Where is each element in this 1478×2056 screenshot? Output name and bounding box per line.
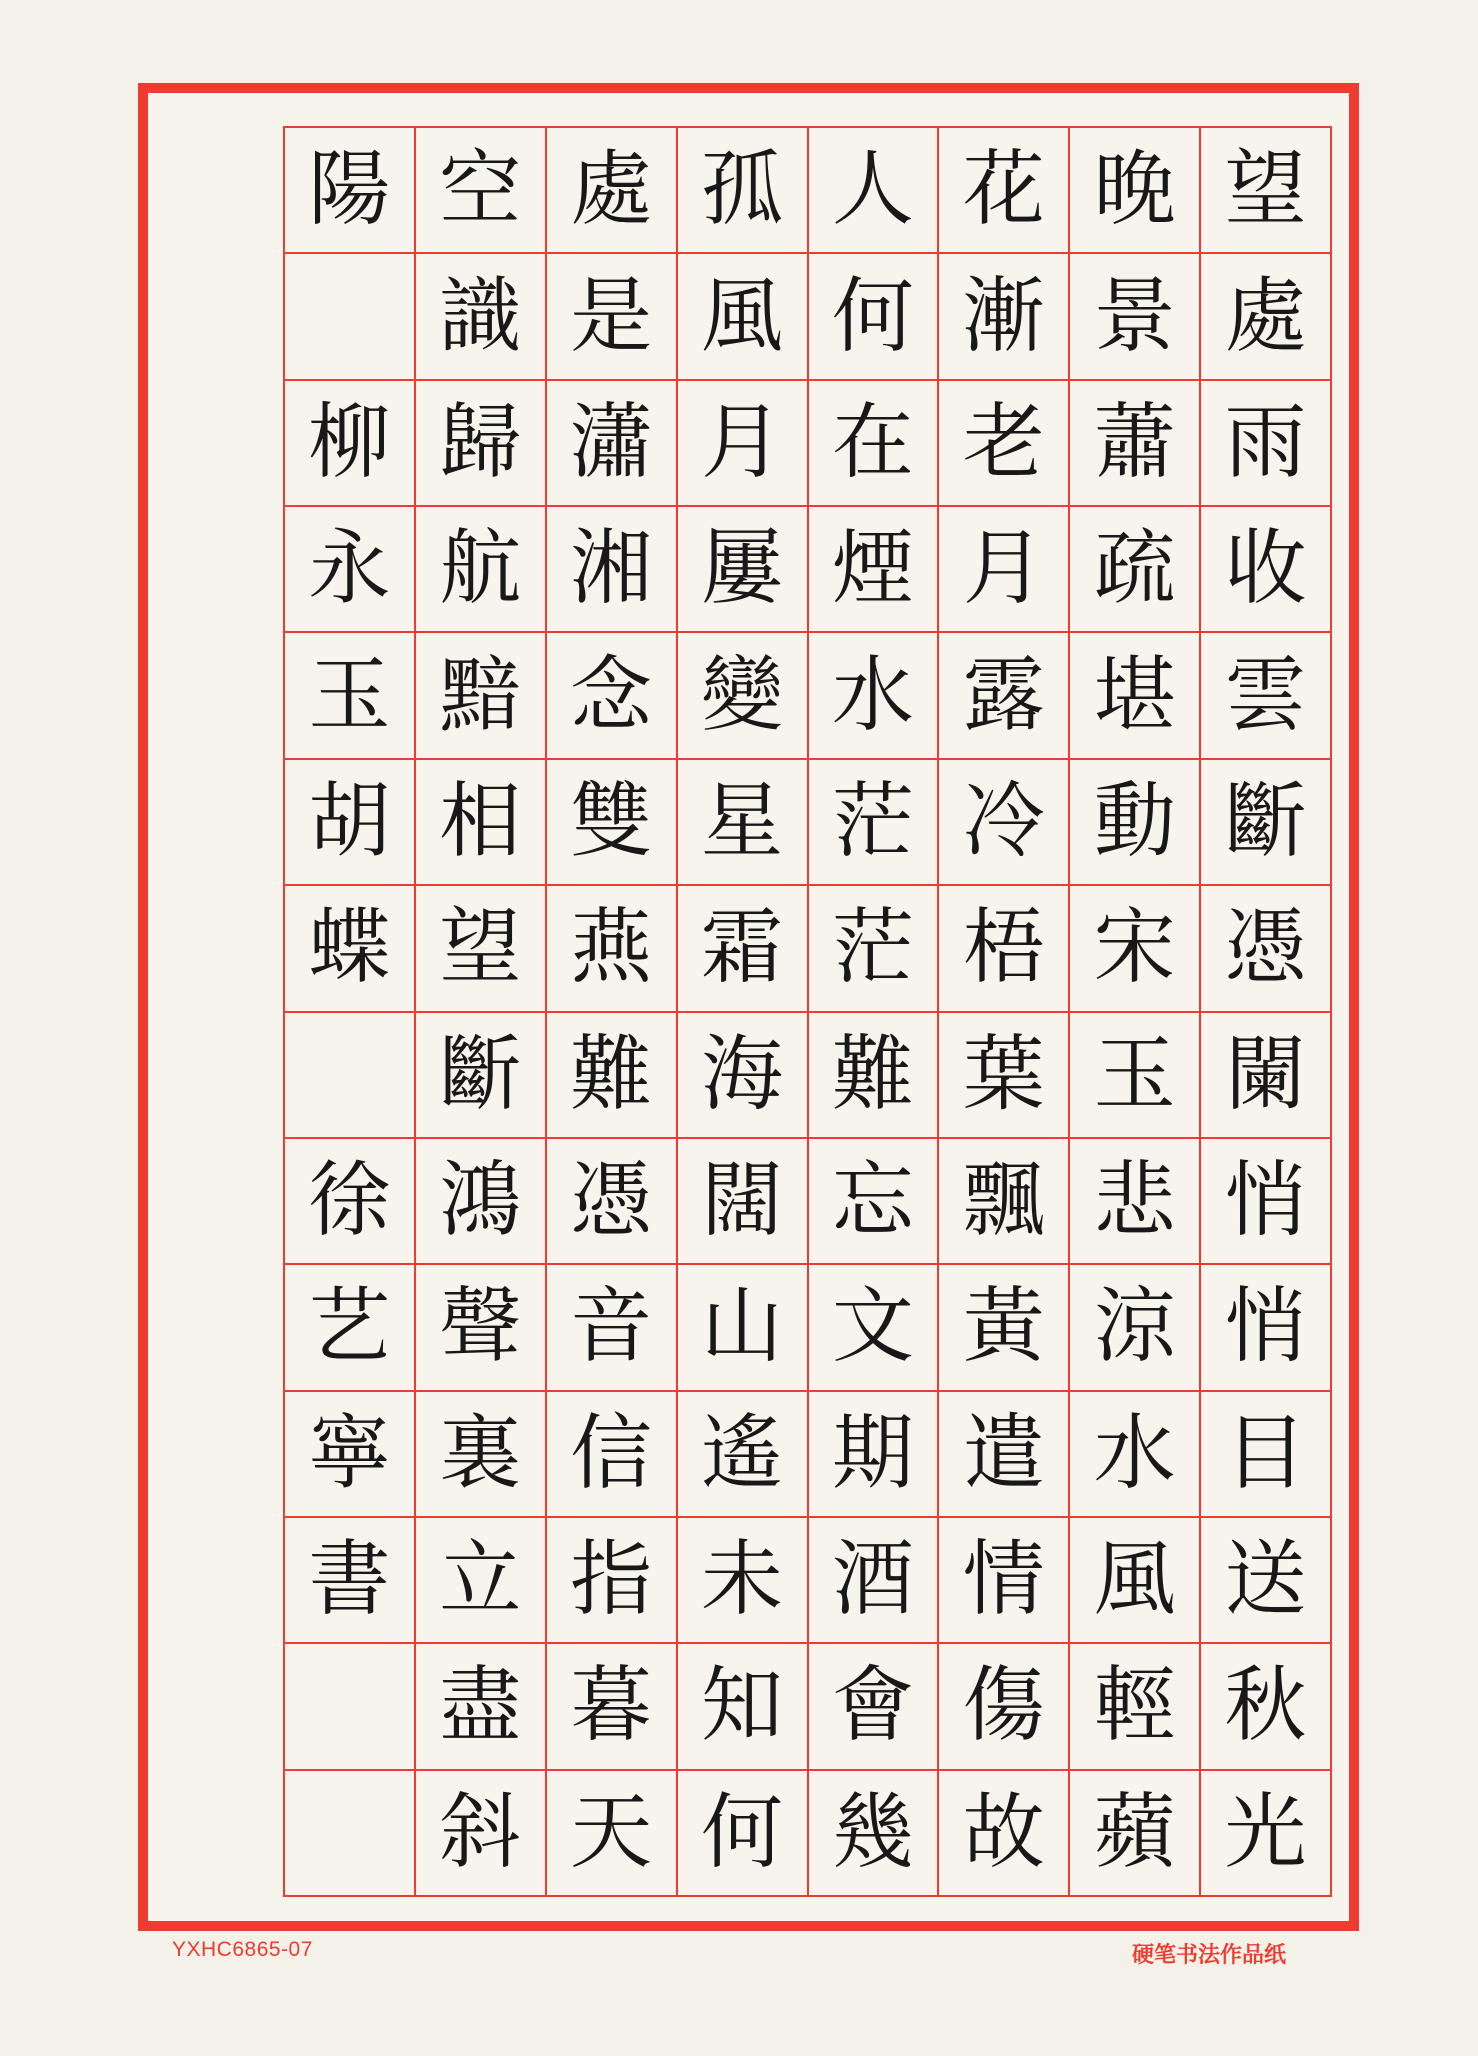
- grid-cell: 闊: [678, 1139, 807, 1265]
- grid-cell: 燕: [547, 886, 676, 1012]
- grid-cell: 處: [547, 128, 676, 254]
- grid-cell: 識: [416, 254, 545, 380]
- grid-cell: 鴻: [416, 1139, 545, 1265]
- grid-cell: 堪: [1070, 633, 1199, 759]
- grid-cell: 收: [1201, 507, 1330, 633]
- grid-cell: 柳: [285, 381, 414, 507]
- grid-cell: 望: [1201, 128, 1330, 254]
- grid-column-3: [939, 128, 1070, 1895]
- grid-cell: 梧: [939, 886, 1068, 1012]
- grid-cell: 空: [416, 128, 545, 254]
- grid-cell: 海: [678, 1013, 807, 1139]
- grid-cell: 情: [939, 1518, 1068, 1644]
- grid-column-7: [416, 128, 547, 1895]
- grid-cell: 憑: [1201, 886, 1330, 1012]
- grid-cell: 玉: [1070, 1013, 1199, 1139]
- grid-cell: 相: [416, 760, 545, 886]
- grid-cell: 遣: [939, 1392, 1068, 1518]
- grid-cell: 知: [678, 1644, 807, 1770]
- grid-cell: [285, 1013, 414, 1139]
- grid-cell: [285, 1644, 414, 1770]
- grid-cell: 蝶: [285, 886, 414, 1012]
- grid-cell: 胡: [285, 760, 414, 886]
- paper-name: 硬笔书法作品纸: [1132, 1943, 1287, 1968]
- grid-cell: 忘: [809, 1139, 938, 1265]
- grid-cell: 在: [809, 381, 938, 507]
- grid-cell: 光: [1224, 1784, 1307, 1880]
- grid-cell: 風: [1070, 1518, 1199, 1644]
- grid-cell: 霜: [678, 886, 807, 1012]
- reverse-bleed-through: [39, 1948, 1440, 2052]
- grid-cell: 雙: [547, 760, 676, 886]
- grid-cell: 盡: [416, 1644, 545, 1770]
- grid-cell: 傷: [939, 1644, 1068, 1770]
- grid-cell: 風: [678, 254, 807, 380]
- grid-cell: 雲: [1201, 633, 1330, 759]
- grid-cell: 月: [678, 381, 807, 507]
- grid-cell: 立: [416, 1518, 545, 1644]
- grid-cell: 花: [939, 128, 1068, 254]
- grid-column-2: [1070, 128, 1201, 1895]
- grid-cell: 人: [809, 128, 938, 254]
- grid-column-1: [1201, 128, 1330, 1895]
- grid-cell: 難: [547, 1013, 676, 1139]
- grid-cell: 幾: [831, 1784, 914, 1880]
- grid-cell: 動: [1070, 760, 1199, 886]
- grid-cell: 悲: [1070, 1139, 1199, 1265]
- grid-cell: 輕: [1070, 1644, 1199, 1770]
- grid-cell: 憑: [547, 1139, 676, 1265]
- grid-cell: 秋: [1201, 1644, 1330, 1770]
- grid-cell: 疏: [1070, 507, 1199, 633]
- grid-column-4: [809, 128, 940, 1895]
- grid-cell: 故: [962, 1784, 1045, 1880]
- grid-cell: 聲: [416, 1265, 545, 1391]
- grid-cell: 景: [1070, 254, 1199, 380]
- grid-cell: 航: [416, 507, 545, 633]
- grid-column-5: [678, 128, 809, 1895]
- grid-cell: 茫: [809, 886, 938, 1012]
- grid-cell: 葉: [939, 1013, 1068, 1139]
- grid-cell: 黃: [939, 1265, 1068, 1391]
- grid-cell: 涼: [1070, 1265, 1199, 1391]
- grid-cell: 孤: [678, 128, 807, 254]
- grid-cell: 是: [547, 254, 676, 380]
- grid-cell: 晚: [1070, 128, 1199, 254]
- grid-cell: 黯: [416, 633, 545, 759]
- grid-cell: 煙: [809, 507, 938, 633]
- grid-cell: 念: [547, 633, 676, 759]
- grid-cell: 遙: [678, 1392, 807, 1518]
- paper-code: YXHC6865-07: [172, 1938, 313, 1961]
- grid-cell: 處: [1201, 254, 1330, 380]
- grid-cell: 會: [809, 1644, 938, 1770]
- grid-cell: 斷: [1201, 760, 1330, 886]
- grid-cell: 老: [939, 381, 1068, 507]
- grid-cell: 天: [570, 1784, 653, 1880]
- grid-cell: 玉: [285, 633, 414, 759]
- grid-column-8: [285, 128, 416, 1895]
- grid-cell: 悄: [1201, 1265, 1330, 1391]
- grid-cell: 何: [809, 254, 938, 380]
- grid-cell: 雨: [1201, 381, 1330, 507]
- grid-cell: 目: [1201, 1392, 1330, 1518]
- grid-cell: 水: [1070, 1392, 1199, 1518]
- grid-cell: 艺: [285, 1265, 414, 1391]
- grid-cell: 歸: [416, 381, 545, 507]
- grid-cell: 望: [416, 886, 545, 1012]
- grid-cell: 山: [678, 1265, 807, 1391]
- grid-cell: 指: [547, 1518, 676, 1644]
- grid-cell: 闌: [1201, 1013, 1330, 1139]
- grid-cell: 悄: [1201, 1139, 1330, 1265]
- grid-cell: 瀟: [547, 381, 676, 507]
- grid-cell: 陽: [285, 128, 414, 254]
- calligraphy-sheet-border: [138, 83, 1359, 1931]
- grid-cell: 茫: [809, 760, 938, 886]
- grid-cell: 變: [678, 633, 807, 759]
- grid-cell: 蕭: [1070, 381, 1199, 507]
- grid-cell: 未: [678, 1518, 807, 1644]
- grid-cell: 暮: [547, 1644, 676, 1770]
- grid-cell: 屢: [678, 507, 807, 633]
- grid-cell: 漸: [939, 254, 1068, 380]
- grid-cell: 送: [1201, 1518, 1330, 1644]
- grid-cell: [285, 1771, 414, 1895]
- grid-cell: 徐: [285, 1139, 414, 1265]
- grid-cell: 湘: [547, 507, 676, 633]
- grid-cell: 酒: [809, 1518, 938, 1644]
- grid-cell: 信: [547, 1392, 676, 1518]
- grid-cell: 斜: [439, 1784, 522, 1880]
- grid-cell: 星: [678, 760, 807, 886]
- grid-cell: 書: [285, 1518, 414, 1644]
- grid-cell: 飄: [939, 1139, 1068, 1265]
- grid-cell: 斷: [416, 1013, 545, 1139]
- grid-cell: 宋: [1070, 886, 1199, 1012]
- grid-cell: 蘋: [1093, 1784, 1176, 1880]
- grid-cell: 音: [547, 1265, 676, 1391]
- grid-cell: 永: [285, 507, 414, 633]
- grid-cell: 文: [809, 1265, 938, 1391]
- grid-cell: 期: [809, 1392, 938, 1518]
- character-grid: [283, 126, 1332, 1897]
- grid-cell: 水: [809, 633, 938, 759]
- grid-cell: 裏: [416, 1392, 545, 1518]
- grid-cell: 冷: [939, 760, 1068, 886]
- grid-cell: 難: [809, 1013, 938, 1139]
- grid-cell: 月: [939, 507, 1068, 633]
- grid-column-6: [547, 128, 678, 1895]
- grid-cell: 露: [939, 633, 1068, 759]
- grid-cell: [285, 254, 414, 380]
- grid-cell: 寧: [285, 1392, 414, 1518]
- grid-cell: 何: [701, 1784, 784, 1880]
